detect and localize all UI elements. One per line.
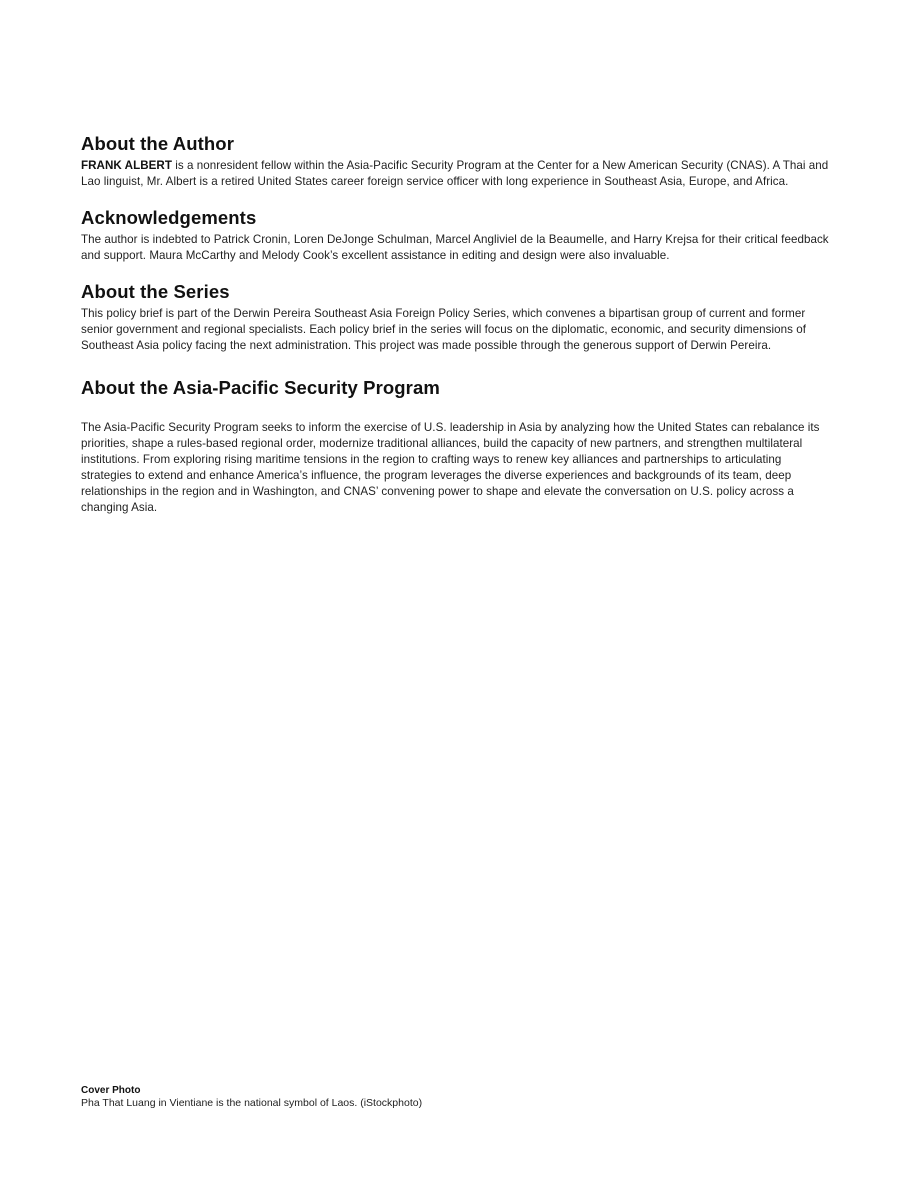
acknowledgements-text: The author is indebted to Patrick Cronin, Loren DeJonge Schulman, Marcel Angliviel de la Beaumelle, and Harry Krejsa for their critical feedback and support. Maura McCarthy and Melody Cook’s excellent assistance in editing and design were also invaluable. [81, 233, 829, 262]
about-author-text [81, 158, 831, 190]
author-bio: is a nonresident fellow within the Asia-Pacific Security Program at the Center for a New American Security (CNAS). A Thai and Lao linguist, Mr. Albert is a retired United States career foreign service officer with long experience in Southeast Asia, Europe, and Africa. [81, 159, 829, 188]
about-author-heading: About the Author [81, 133, 234, 154]
cover-photo-credit [81, 1084, 681, 1110]
about-series-section [81, 281, 831, 354]
about-program-text: The Asia-Pacific Security Program seeks to inform the exercise of U.S. leadership in Asia by analyzing how the United States can rebalance its priorities, shape a rules-based regional order, modernize traditional alliances, build the capacity of new partners, and strengthen multilateral institutions. From exploring rising maritime tensions in the region to crafting ways to renew key alliances and partnerships to articulating strategies to extend and enhance America’s influence, the program leverages the diverse experiences and backgrounds of its team, deep relationships in the region and in Washington, and CNAS’ convening power to shape and elevate the conversation on U.S. policy across a changing Asia. [81, 421, 820, 514]
document-page [81, 133, 831, 516]
author-name: FRANK ALBERT [81, 159, 172, 172]
cover-photo-caption: Pha That Luang in Vientiane is the national symbol of Laos. (iStockphoto) [81, 1097, 423, 1109]
about-series-heading: About the Series [81, 281, 230, 302]
about-author-section [81, 133, 831, 190]
about-series-text: This policy brief is part of the Derwin Pereira Southeast Asia Foreign Policy Series, which convenes a bipartisan group of current and former senior government and regional specialists. Each policy brief in the series will focus on the diplomatic, economic, and security dimensions of Southeast Asia policy facing the next administration. This project was made possible through the generous support of Derwin Pereira. [81, 307, 806, 352]
acknowledgements-heading: Acknowledgements [81, 207, 257, 228]
cover-photo-title: Cover Photo [81, 1085, 141, 1096]
acknowledgements-section [81, 207, 831, 264]
about-program-section [81, 377, 831, 516]
about-program-heading: About the Asia-Pacific Security Program [81, 377, 440, 398]
